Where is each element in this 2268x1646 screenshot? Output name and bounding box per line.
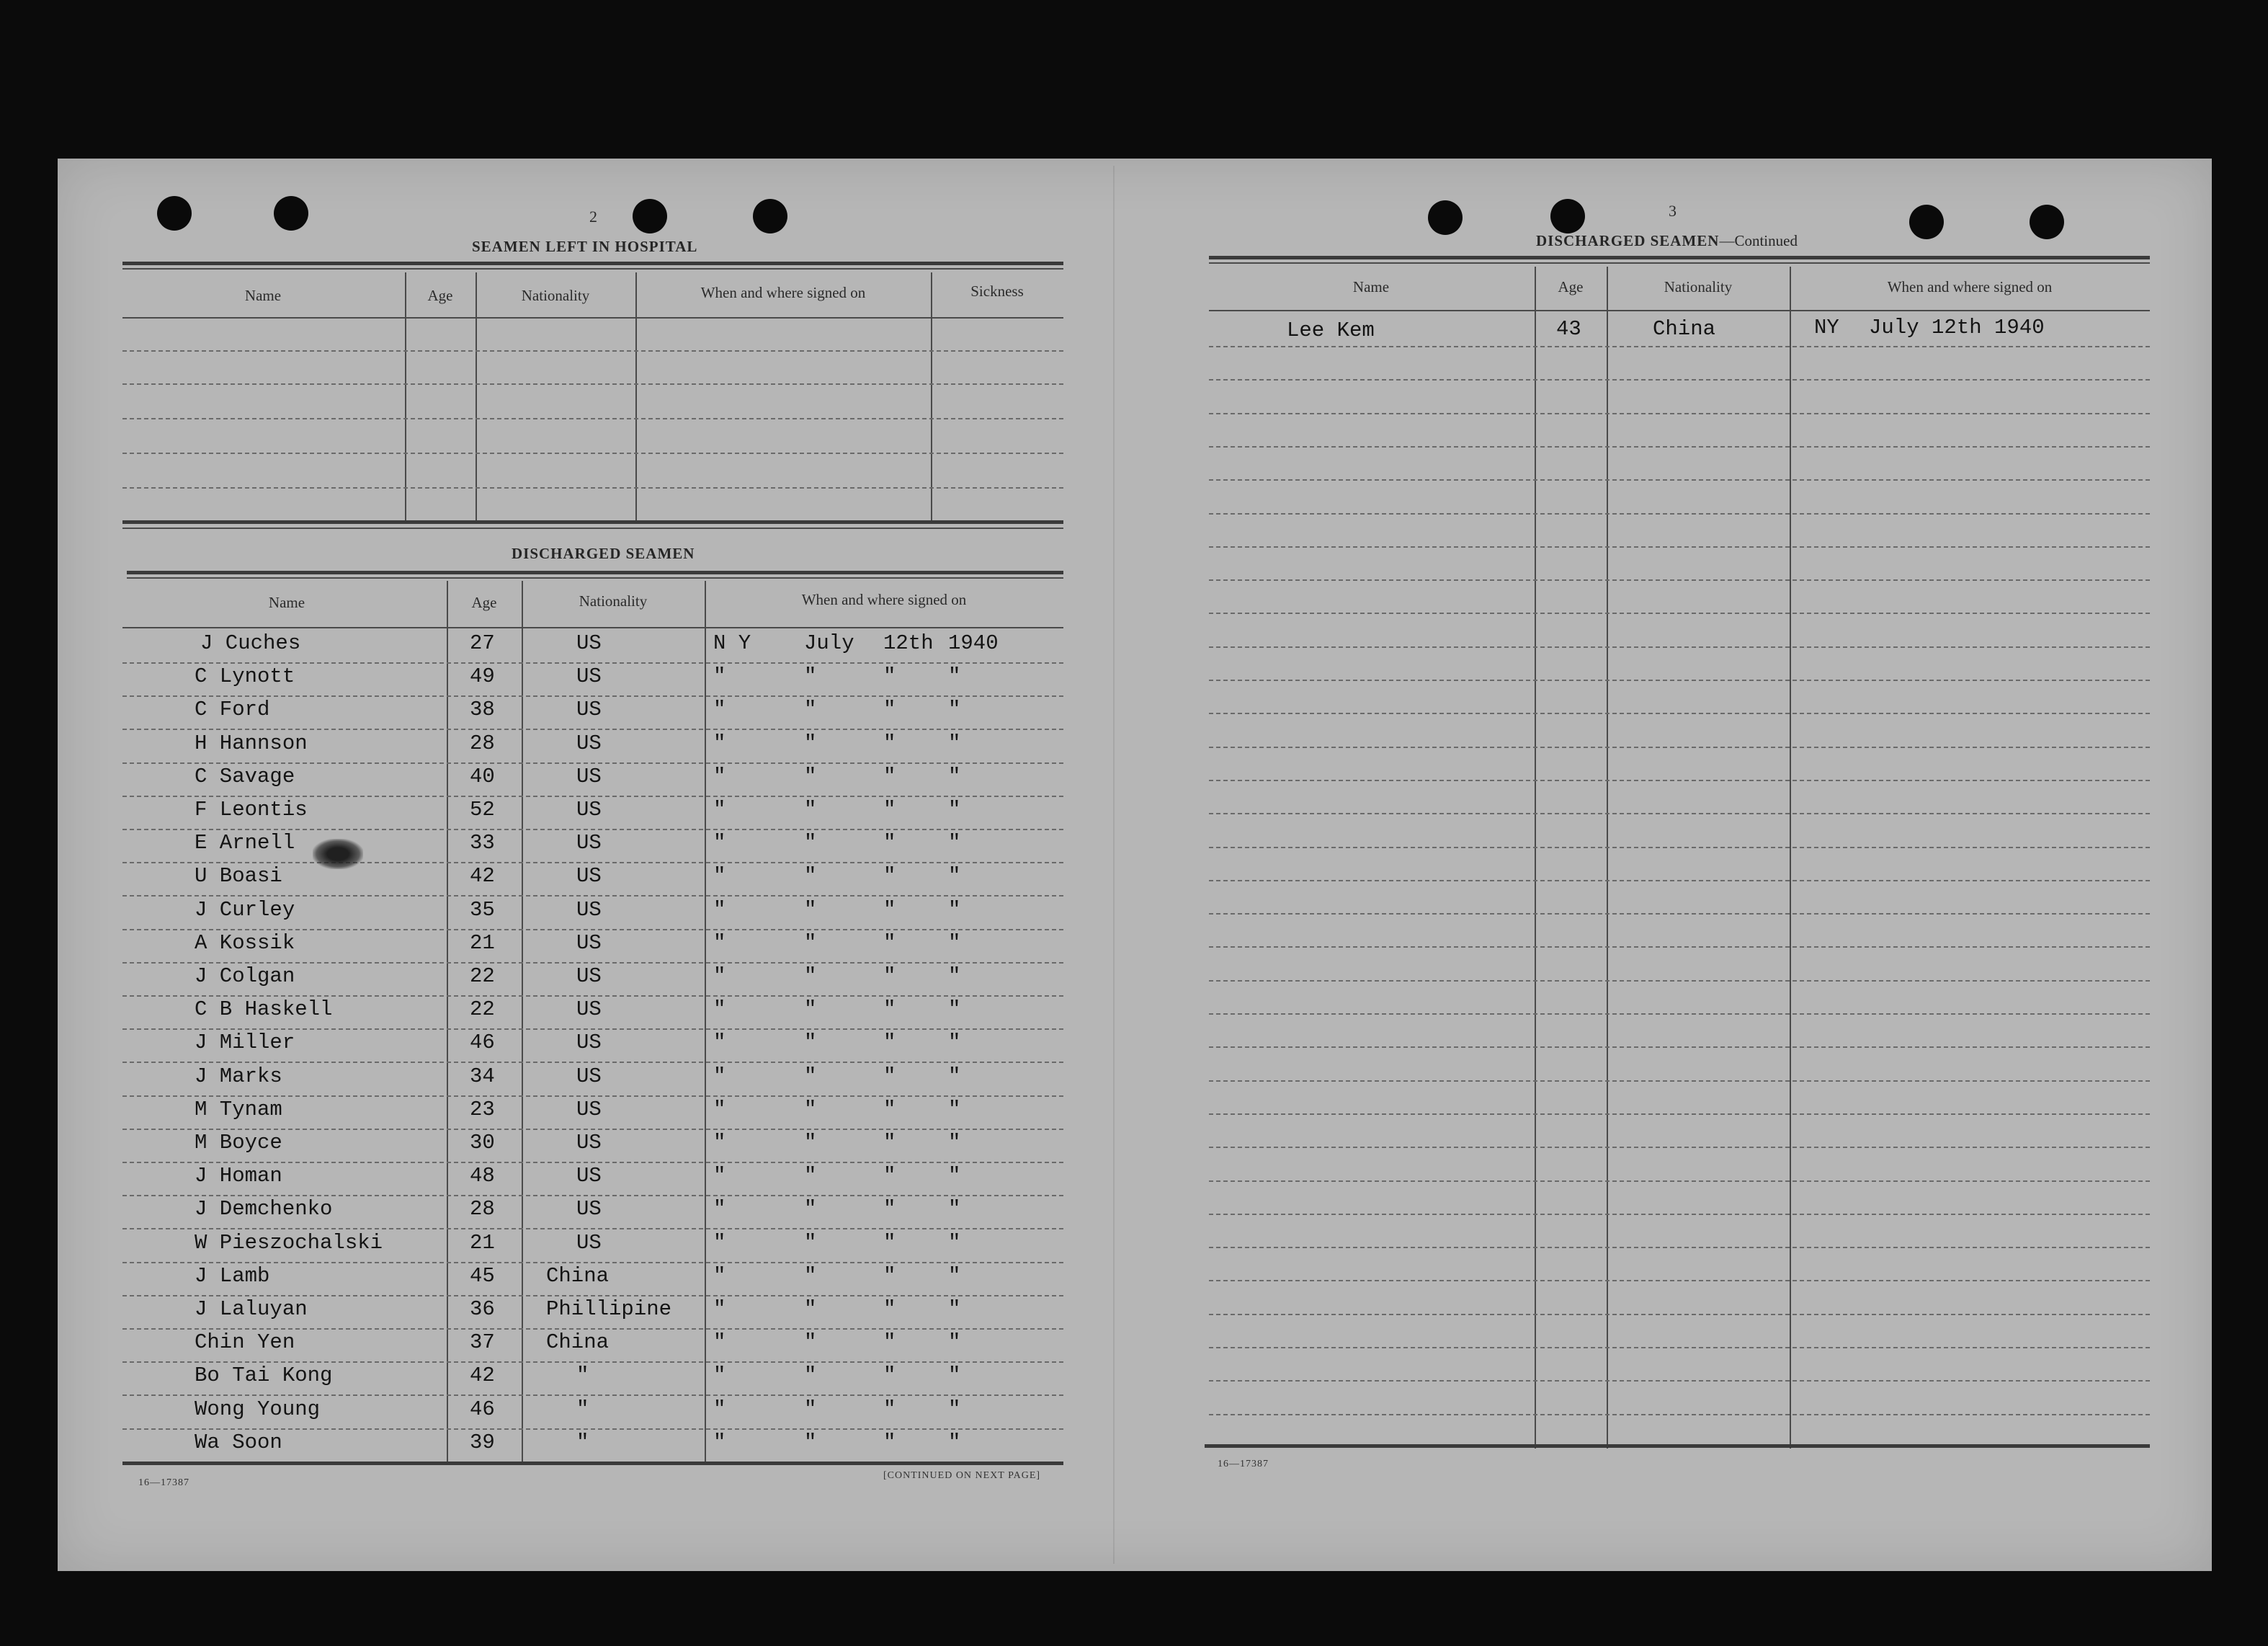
row-line — [122, 962, 1063, 964]
row-name: Wong Young — [195, 1397, 321, 1421]
row-signed-part: " — [713, 964, 726, 988]
right-title-main: DISCHARGED SEAMEN — [1536, 232, 1720, 249]
rule — [122, 627, 1063, 628]
row-signed-part: " — [948, 997, 961, 1022]
row-name: Wa Soon — [195, 1430, 282, 1454]
page-fold — [1113, 166, 1115, 1564]
row-age: 52 — [470, 798, 495, 822]
row-signed-part: " — [713, 897, 726, 922]
row-line — [1209, 646, 2150, 648]
row-line — [1209, 1013, 2150, 1015]
row-signed-part: " — [948, 1430, 961, 1454]
row-signed-part: " — [713, 1330, 726, 1355]
row-age: 33 — [470, 831, 495, 855]
row-signed-part: " — [883, 1031, 896, 1055]
row-age: 28 — [470, 731, 495, 755]
row-line — [1209, 1380, 2150, 1382]
row-line — [1209, 847, 2150, 848]
row-signed-part: " — [713, 997, 726, 1022]
punch-hole — [1550, 199, 1585, 233]
row-name: H Hannson — [195, 731, 308, 755]
row-signed-part: " — [948, 831, 961, 855]
rule — [122, 262, 1063, 265]
rule — [127, 571, 1063, 574]
row-name: J Laluyan — [195, 1297, 308, 1321]
right-header-nationality: Nationality — [1664, 278, 1733, 295]
row-name: J Homan — [195, 1164, 282, 1188]
row-signed-part: " — [804, 1230, 817, 1255]
row-age: 37 — [470, 1330, 495, 1355]
row-signed-part: " — [804, 798, 817, 822]
row-line — [122, 796, 1063, 797]
row-line — [122, 995, 1063, 997]
row-signed-part: " — [804, 731, 817, 755]
row-signed-part: " — [948, 664, 961, 689]
row-age: 21 — [470, 1230, 495, 1255]
row-age: 46 — [470, 1031, 495, 1055]
col-divider — [1535, 267, 1536, 1449]
row-nationality: Phillipine — [546, 1297, 672, 1321]
punch-hole — [2030, 205, 2064, 239]
rule — [122, 528, 1063, 529]
row-nationality: " — [576, 1430, 589, 1454]
row-signed-part: " — [948, 1031, 961, 1055]
row-signed-part: " — [948, 1164, 961, 1188]
punch-hole — [633, 199, 667, 233]
right-row-name: Lee Kem — [1287, 319, 1375, 342]
continued-note: [CONTINUED ON NEXT PAGE] — [883, 1470, 1041, 1481]
row-signed-part: " — [804, 1064, 817, 1088]
hospital-header-sickness: Sickness — [970, 283, 1024, 300]
row-name: J Colgan — [195, 964, 295, 988]
row-nationality: US — [576, 664, 602, 689]
row-signed-part: " — [804, 664, 817, 689]
row-signed-part: " — [883, 831, 896, 855]
row-line — [1209, 1414, 2150, 1415]
row-nationality: US — [576, 930, 602, 955]
rule — [122, 1462, 1063, 1465]
row-signed-part: " — [713, 698, 726, 722]
row-line — [1209, 1214, 2150, 1215]
row-signed-part: " — [804, 1330, 817, 1355]
row-line — [1209, 713, 2150, 714]
row-signed-part: " — [948, 1131, 961, 1155]
row-nationality: China — [546, 1330, 610, 1355]
row-signed-part: " — [883, 1297, 896, 1321]
row-signed-part: " — [883, 698, 896, 722]
rule — [127, 577, 1063, 579]
row-line — [1209, 446, 2150, 448]
discharged-header-signed: When and where signed on — [801, 591, 967, 608]
punch-hole — [1909, 205, 1944, 239]
row-signed-part: " — [883, 1131, 896, 1155]
row-line — [1209, 579, 2150, 581]
right-form-number: 16—17387 — [1218, 1459, 1269, 1469]
row-line — [122, 1162, 1063, 1163]
row-nationality: US — [576, 631, 602, 655]
rule — [122, 317, 1063, 319]
row-signed-part: " — [713, 798, 726, 822]
row-line — [122, 662, 1063, 664]
row-nationality: US — [576, 764, 602, 788]
row-signed-part: " — [948, 1297, 961, 1321]
row-line — [122, 418, 1063, 419]
row-signed-part: " — [713, 1164, 726, 1188]
row-age: 21 — [470, 930, 495, 955]
hospital-header-signed: When and where signed on — [700, 284, 866, 301]
right-header-age: Age — [1558, 278, 1584, 295]
row-line — [1209, 913, 2150, 915]
row-line — [1209, 813, 2150, 814]
row-line — [122, 1262, 1063, 1263]
row-name: W Pieszochalski — [195, 1230, 383, 1255]
row-signed-part: " — [883, 798, 896, 822]
row-signed-part: " — [713, 1064, 726, 1088]
row-signed-part: 12th — [883, 631, 934, 655]
row-signed-part: " — [948, 964, 961, 988]
row-signed-part: " — [713, 731, 726, 755]
row-signed-part: " — [883, 1230, 896, 1255]
right-row-signed-place: NY — [1814, 316, 1839, 339]
rule — [1209, 310, 2150, 311]
row-signed-part: " — [883, 764, 896, 788]
punch-hole — [274, 196, 308, 231]
row-age: 42 — [470, 864, 495, 889]
row-signed-part: " — [804, 764, 817, 788]
row-name: E Arnell — [195, 831, 295, 855]
row-signed-part: " — [883, 964, 896, 988]
row-nationality: US — [576, 698, 602, 722]
rule — [1209, 262, 2150, 264]
row-signed-part: " — [804, 930, 817, 955]
row-line — [122, 1095, 1063, 1097]
row-line — [1209, 1046, 2150, 1048]
row-nationality: US — [576, 731, 602, 755]
row-age: 22 — [470, 997, 495, 1022]
row-signed-part: N Y — [713, 631, 751, 655]
row-signed-part: " — [948, 1263, 961, 1288]
row-age: 40 — [470, 764, 495, 788]
row-line — [1209, 1247, 2150, 1248]
row-age: 35 — [470, 897, 495, 922]
row-signed-part: " — [948, 897, 961, 922]
row-signed-part: " — [804, 1297, 817, 1321]
row-nationality: US — [576, 1197, 602, 1222]
row-signed-part: " — [713, 930, 726, 955]
row-age: 46 — [470, 1397, 495, 1421]
row-nationality: US — [576, 1131, 602, 1155]
right-row-signed-date: July 12th 1940 — [1869, 316, 2045, 339]
right-header-signed: When and where signed on — [1887, 278, 2053, 295]
col-divider — [476, 272, 477, 521]
left-form-number: 16—17387 — [138, 1477, 189, 1488]
row-line — [122, 729, 1063, 730]
row-line — [1209, 1180, 2150, 1182]
row-age: 36 — [470, 1297, 495, 1321]
row-line — [1209, 1280, 2150, 1281]
row-signed-part: " — [804, 864, 817, 889]
row-line — [122, 350, 1063, 352]
row-signed-part: 1940 — [948, 631, 999, 655]
row-signed-part: " — [713, 1297, 726, 1321]
punch-hole — [1428, 200, 1463, 235]
row-line — [122, 1228, 1063, 1229]
row-signed-part: " — [804, 1363, 817, 1388]
row-age: 27 — [470, 631, 495, 655]
row-signed-part: " — [883, 997, 896, 1022]
row-name: C Ford — [195, 698, 270, 722]
row-line — [122, 1394, 1063, 1396]
row-line — [122, 453, 1063, 454]
row-signed-part: " — [713, 1397, 726, 1421]
manifest-sheet — [58, 159, 2212, 1571]
row-name: M Tynam — [195, 1097, 282, 1121]
row-line — [122, 1028, 1063, 1030]
row-line — [122, 895, 1063, 897]
right-title-suffix: —Continued — [1719, 232, 1798, 249]
left-page-number: 2 — [589, 208, 597, 226]
row-name: F Leontis — [195, 798, 308, 822]
row-line — [122, 929, 1063, 930]
row-age: 34 — [470, 1064, 495, 1088]
row-signed-part: " — [713, 1197, 726, 1222]
row-signed-part: " — [948, 731, 961, 755]
row-age: 49 — [470, 664, 495, 689]
row-signed-part: " — [804, 1397, 817, 1421]
discharged-header-age: Age — [471, 594, 497, 611]
row-signed-part: " — [883, 731, 896, 755]
right-section-title — [1536, 232, 1798, 250]
row-line — [122, 1428, 1063, 1430]
row-age: 48 — [470, 1164, 495, 1188]
row-signed-part: " — [713, 1131, 726, 1155]
row-line — [1209, 413, 2150, 414]
row-line — [1209, 379, 2150, 381]
row-signed-part: " — [804, 1097, 817, 1121]
row-name: J Marks — [195, 1064, 282, 1088]
rule — [1209, 256, 2150, 259]
row-signed-part: " — [948, 1330, 961, 1355]
row-line — [122, 762, 1063, 764]
row-nationality: US — [576, 964, 602, 988]
row-line — [1209, 1314, 2150, 1315]
row-signed-part: " — [883, 1263, 896, 1288]
row-line — [1209, 546, 2150, 548]
row-nationality: US — [576, 1031, 602, 1055]
row-line — [122, 1129, 1063, 1130]
row-signed-part: " — [948, 1197, 961, 1222]
row-signed-part: " — [883, 930, 896, 955]
hospital-section-title: SEAMEN LEFT IN HOSPITAL — [472, 238, 698, 255]
row-name: J Curley — [195, 897, 295, 922]
right-page-number: 3 — [1669, 202, 1677, 220]
col-divider — [447, 581, 448, 1464]
row-line — [122, 1062, 1063, 1063]
row-signed-part: " — [804, 831, 817, 855]
row-line — [1209, 747, 2150, 748]
row-line — [1209, 780, 2150, 781]
row-signed-part: " — [883, 1330, 896, 1355]
row-age: 45 — [470, 1263, 495, 1288]
row-name: C Savage — [195, 764, 295, 788]
row-signed-part: " — [948, 798, 961, 822]
row-line — [122, 487, 1063, 489]
row-name: Chin Yen — [195, 1330, 295, 1355]
row-nationality: US — [576, 1230, 602, 1255]
row-age: 39 — [470, 1430, 495, 1454]
row-line — [1209, 1147, 2150, 1148]
row-line — [1209, 613, 2150, 614]
col-divider — [705, 581, 706, 1464]
row-nationality: US — [576, 1164, 602, 1188]
row-line — [1209, 1080, 2150, 1082]
row-age: 22 — [470, 964, 495, 988]
row-line — [1209, 1113, 2150, 1115]
row-signed-part: " — [948, 1097, 961, 1121]
row-signed-part: " — [883, 1397, 896, 1421]
row-signed-part: " — [804, 1430, 817, 1454]
row-age: 38 — [470, 698, 495, 722]
row-name: U Boasi — [195, 864, 282, 889]
row-signed-part: " — [804, 964, 817, 988]
row-line — [1209, 980, 2150, 982]
col-divider — [635, 272, 637, 521]
row-signed-part: " — [883, 1097, 896, 1121]
row-age: 42 — [470, 1363, 495, 1388]
row-age: 23 — [470, 1097, 495, 1121]
ink-blot — [313, 839, 363, 869]
row-signed-part: " — [804, 1164, 817, 1188]
row-line — [122, 862, 1063, 863]
row-signed-part: " — [883, 897, 896, 922]
discharged-header-nationality: Nationality — [579, 592, 648, 610]
row-line — [122, 1195, 1063, 1196]
row-nationality: US — [576, 864, 602, 889]
row-signed-part: " — [948, 764, 961, 788]
punch-hole — [157, 196, 192, 231]
row-signed-part: " — [804, 897, 817, 922]
row-signed-part: " — [948, 864, 961, 889]
row-line — [1209, 680, 2150, 681]
row-signed-part: " — [948, 1397, 961, 1421]
row-signed-part: " — [883, 1164, 896, 1188]
row-signed-part: " — [948, 1230, 961, 1255]
row-signed-part: " — [804, 698, 817, 722]
row-nationality: " — [576, 1363, 589, 1388]
row-signed-part: " — [804, 1263, 817, 1288]
row-name: C Lynott — [195, 664, 295, 689]
row-line — [122, 383, 1063, 385]
right-row-nationality: China — [1653, 317, 1716, 341]
discharged-header-name: Name — [268, 594, 305, 611]
row-signed-part: " — [804, 1031, 817, 1055]
row-line — [1209, 1347, 2150, 1348]
row-signed-part: " — [948, 698, 961, 722]
row-signed-part: " — [948, 1064, 961, 1088]
row-signed-part: " — [948, 1363, 961, 1388]
row-signed-part: " — [713, 1263, 726, 1288]
row-signed-part: " — [804, 1197, 817, 1222]
row-signed-part: " — [713, 1097, 726, 1121]
row-line — [122, 1328, 1063, 1330]
row-nationality: US — [576, 831, 602, 855]
row-nationality: US — [576, 798, 602, 822]
row-name: J Demchenko — [195, 1197, 333, 1222]
row-signed-part: " — [883, 1064, 896, 1088]
col-divider — [1790, 267, 1791, 1449]
row-name: M Boyce — [195, 1131, 282, 1155]
rule — [122, 268, 1063, 270]
row-signed-part: July — [804, 631, 854, 655]
discharged-section-title: DISCHARGED SEAMEN — [512, 545, 695, 562]
row-signed-part: " — [713, 664, 726, 689]
row-signed-part: " — [883, 1197, 896, 1222]
col-divider — [405, 272, 406, 521]
right-header-name: Name — [1352, 278, 1390, 295]
row-name: A Kossik — [195, 930, 295, 955]
row-signed-part: " — [883, 664, 896, 689]
row-signed-part: " — [948, 930, 961, 955]
row-signed-part: " — [883, 1430, 896, 1454]
row-name: J Lamb — [195, 1263, 270, 1288]
row-nationality: China — [546, 1263, 610, 1288]
row-line — [122, 695, 1063, 697]
row-signed-part: " — [713, 1031, 726, 1055]
punch-hole — [753, 199, 787, 233]
col-divider — [1607, 267, 1608, 1449]
row-line — [122, 1361, 1063, 1363]
row-signed-part: " — [883, 864, 896, 889]
row-signed-part: " — [713, 1230, 726, 1255]
row-signed-part: " — [713, 831, 726, 855]
row-line — [122, 829, 1063, 830]
row-nationality: US — [576, 1097, 602, 1121]
col-divider — [931, 272, 932, 521]
row-age: 28 — [470, 1197, 495, 1222]
right-row-age: 43 — [1556, 317, 1581, 341]
row-nationality: " — [576, 1397, 589, 1421]
hospital-header-nationality: Nationality — [521, 287, 590, 304]
row-signed-part: " — [713, 764, 726, 788]
row-nationality: US — [576, 997, 602, 1022]
row-signed-part: " — [804, 1131, 817, 1155]
hospital-header-name: Name — [244, 287, 282, 304]
row-signed-part: " — [713, 1430, 726, 1454]
row-signed-part: " — [713, 864, 726, 889]
row-nationality: US — [576, 1064, 602, 1088]
hospital-header-age: Age — [427, 287, 453, 304]
row-name: J Miller — [195, 1031, 295, 1055]
row-signed-part: " — [713, 1363, 726, 1388]
row-signed-part: " — [883, 1363, 896, 1388]
row-line — [1209, 946, 2150, 948]
rule — [122, 520, 1063, 524]
row-line — [122, 1295, 1063, 1296]
row-line — [1209, 880, 2150, 881]
row-age: 30 — [470, 1131, 495, 1155]
row-name: Bo Tai Kong — [195, 1363, 333, 1388]
row-name: C B Haskell — [195, 997, 333, 1022]
row-line — [1209, 346, 2150, 347]
row-signed-part: " — [804, 997, 817, 1022]
row-name: J Cuches — [200, 631, 301, 655]
row-nationality: US — [576, 897, 602, 922]
col-divider — [522, 581, 523, 1464]
rule — [1205, 1444, 2150, 1448]
row-line — [1209, 479, 2150, 481]
row-line — [1209, 513, 2150, 515]
